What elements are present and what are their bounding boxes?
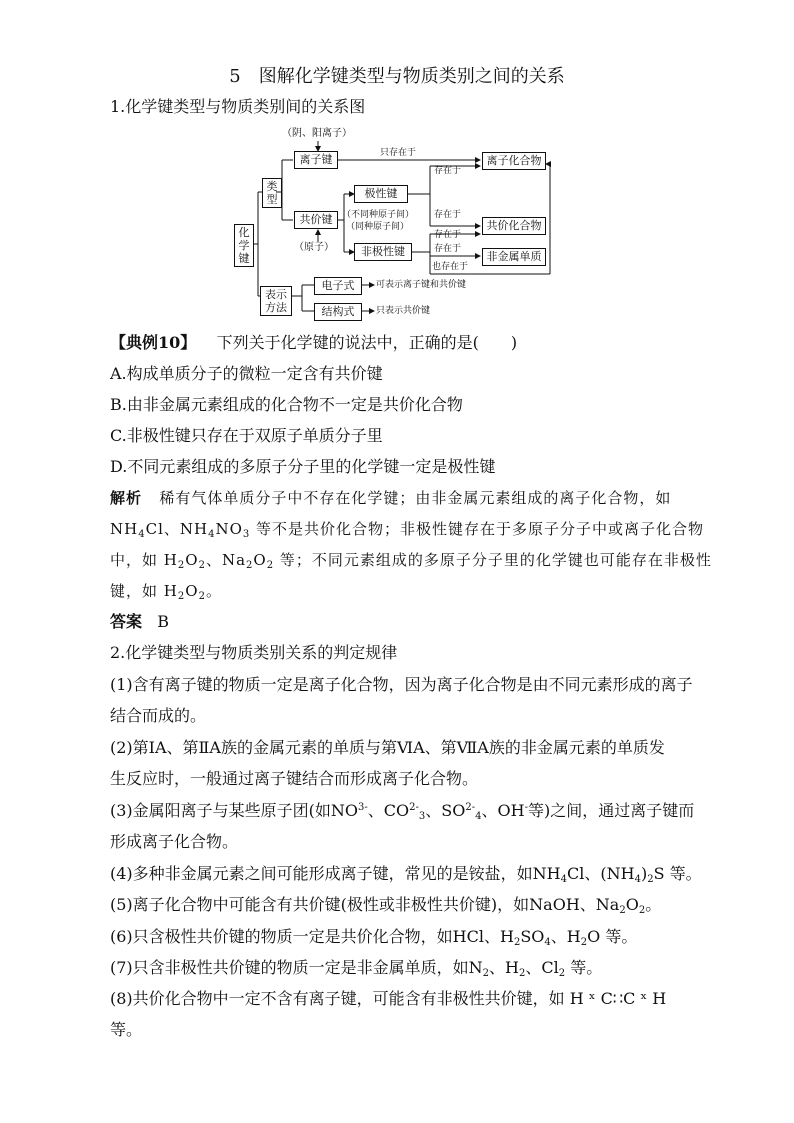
electron-formula-desc: 可表示离子键和共价键 bbox=[376, 280, 467, 290]
ionic-compound-box: 离子化合物 bbox=[482, 152, 546, 170]
option-b: B.由非金属元素组成的化合物不一定是共价化合物 bbox=[110, 395, 463, 414]
type-label: 类 型 bbox=[262, 178, 282, 208]
nonpolar-bond-box: 非极性键 bbox=[354, 243, 412, 261]
analysis-label: 解析 bbox=[110, 489, 143, 507]
rule-3-line-2: 形成离子化合物。 bbox=[110, 832, 239, 851]
bond-type-diagram bbox=[230, 124, 560, 324]
polar-bond-box: 极性键 bbox=[354, 185, 408, 203]
rule-2-line-2: 生反应时，一般通过离子键结合而形成离子化合物。 bbox=[110, 769, 479, 788]
option-d: D.不同元素组成的多原子分子里的化学键一定是极性键 bbox=[110, 457, 496, 476]
also-exists-label: 也存在于 bbox=[432, 262, 469, 272]
exists-in-label-1: 存在于 bbox=[434, 166, 462, 176]
repr-label: 表示 方法 bbox=[260, 286, 292, 316]
electron-formula-box: 电子式 bbox=[314, 277, 362, 295]
acetylene-electron-formula: H ˣ C∷C ˣ H bbox=[569, 989, 667, 1008]
rule-1-line-2: 结合而成的。 bbox=[110, 706, 207, 725]
rule-4: (4)多种非金属元素之间可能形成离子键，常见的是铵盐，如$NH_4Cl$、$(NH_4)_2S$ 等。 bbox=[110, 864, 702, 885]
structural-formula-box: 结构式 bbox=[314, 303, 362, 321]
example-tag: 【典例10】 bbox=[110, 333, 197, 352]
ionic-source-label: （阴、阳离子） bbox=[282, 128, 352, 139]
only-exists-label: 只存在于 bbox=[380, 148, 417, 158]
answer-label: 答案 bbox=[110, 612, 143, 631]
covalent-source-label: （原子） bbox=[294, 242, 334, 253]
section-2-heading: 2.化学键类型与物质类别关系的判定规律 bbox=[110, 643, 398, 662]
rule-2-line-1: (2)第ⅠA、第ⅡA族的金属元素的单质与第ⅥA、第ⅦA族的非金属元素的单质发 bbox=[110, 738, 665, 757]
rule-8-line-2: 等。 bbox=[110, 1020, 143, 1039]
covalent-compound-box: 共价化合物 bbox=[482, 217, 546, 235]
root-chemical-bond: 化 学 键 bbox=[234, 224, 254, 267]
structural-formula-desc: 只表示共价键 bbox=[376, 306, 431, 316]
ionic-bond-box: 离子键 bbox=[294, 151, 338, 169]
option-c: C.非极性键只存在于双原子单质分子里 bbox=[110, 426, 383, 445]
rule-5: (5)离子化合物中可能含有共价键(极性或非极性共价键)，如NaOH、$Na_2O_2$。 bbox=[110, 895, 662, 916]
example-question: 【典例10】 下列关于化学键的说法中，正确的是( ) bbox=[110, 333, 518, 352]
rule-7: (7)只含非极性共价键的物质一定是非金属单质，如$N_2$、$H_2$、$Cl_2$ 等。 bbox=[110, 958, 603, 979]
rule-3-line-1: (3)金属阳离子与某些原子团(如$NO^{3-}$、$CO^{2-}_3$、$SO^{2-}_4$、OH-等)之间，通过离子键而 bbox=[110, 801, 695, 822]
rule-8-line-1: (8)共价化合物中一定不含有离子键，可能含有非极性共价键，如 H ˣ C∷C ˣ H bbox=[110, 989, 667, 1008]
diff-atoms-label: （不同种原子间） bbox=[342, 210, 415, 220]
option-a: A.构成单质分子的微粒一定含有共价键 bbox=[110, 364, 383, 383]
analysis-line-4: 键，如 $H_2O_2$。 bbox=[110, 582, 222, 602]
same-atoms-label: （同种原子间） bbox=[346, 222, 410, 232]
section-1-heading: 1.化学键类型与物质类别间的关系图 bbox=[110, 97, 366, 116]
exists-in-label-3: 存在于 bbox=[434, 230, 462, 240]
rule-1-line-1: (1)含有离子键的物质一定是离子化合物，因为离子化合物是由不同元素形成的离子 bbox=[110, 675, 693, 694]
analysis-line-3: 中，如 $H_2O_2$、$Na_2O_2$ 等；不同元素组成的多原子分子里的化学键也可能存在非极性 bbox=[110, 551, 712, 571]
answer-value: B bbox=[157, 612, 170, 631]
covalent-bond-box: 共价键 bbox=[294, 211, 338, 229]
nonmetal-element-box: 非金属单质 bbox=[482, 248, 546, 266]
analysis-line-2: $NH_4Cl$、$NH_4NO_3$ 等不是共价化合物；非极性键存在于多原子分子中或离子化合物 bbox=[110, 520, 705, 540]
answer-line bbox=[110, 612, 690, 632]
analysis-line-1: 解析 稀有气体单质分子中不存在化学键；由非金属元素组成的离子化合物，如 bbox=[110, 489, 672, 507]
exists-in-label-2: 存在于 bbox=[434, 210, 462, 220]
page-title: 5 图解化学键类型与物质类别之间的关系 bbox=[229, 66, 565, 87]
rule-6: (6)只含极性共价键的物质一定是共价化合物，如HCl、$H_2SO_4$、$H_2O$ 等。 bbox=[110, 927, 638, 948]
exists-in-label-4: 存在于 bbox=[434, 244, 462, 254]
